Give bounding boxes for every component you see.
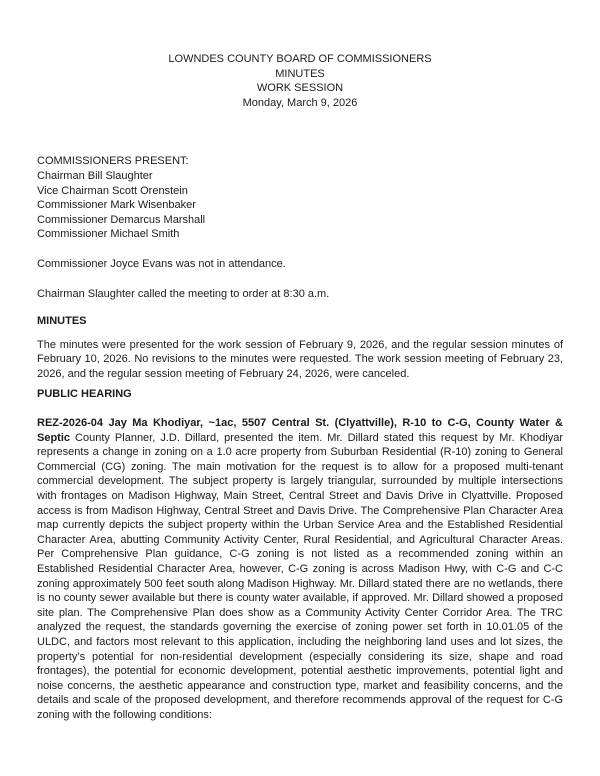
rez-2026-04-paragraph xyxy=(37,416,563,722)
call-to-order-note: Chairman Slaughter called the meeting to order at 8:30 a.m. xyxy=(37,287,330,300)
commissioner-name: Chairman Bill Slaughter xyxy=(37,169,153,182)
document-title-line-minutes: MINUTES xyxy=(275,67,325,80)
section-heading-minutes: MINUTES xyxy=(37,315,87,328)
commissioner-name: Vice Chairman Scott Orenstein xyxy=(37,184,188,197)
commissioners-present-list xyxy=(37,154,563,242)
document-title-block xyxy=(37,52,563,110)
rez-2026-04-case-body: County Planner, J.D. Dillard, presented the item. Mr. Dillard stated this request by Mr. Khodiyar represents a change in zoning on a 1.0 acre property from Suburban Residential (R-10) zoning to General Commercial (CG) zoning. The main motivation for the request is to allow for a proposed multi-tenant commercial development. The subject property is largely triangular, surrounded by multiple intersections with frontages on Madison Highway, Main Street, Central Street and Davis Drive in Clyattville. Proposed access is from Madison Highway, Central Street and Davis Drive. The Comprehensive Plan Character Area map currently depicts the subject property within the Urban Service Area and the Established Residential Character Area, abutting Community Activity Center, Rural Residential, and Agricultural Character Areas. Per Comprehensive Plan guidance, C-G zoning is not listed as a recommended zoning within an Established Residential Character Area, however, C-G zoning is across Madison Hwy, with C-G and C-C zoning approximately 500 feet south along Madison Highway. Mr. Dillard stated there are no wetlands, there is no county sewer available but there is county water available, if approved. Mr. Dillard showed a proposed site plan. The Comprehensive Plan does show as a Community Activity Center Corridor Area. The TRC analyzed the request, the standards governing the exercise of zoning power set forth in 10.01.05 of the ULDC, and factors most relevant to this application, including the neighboring land uses and lot sizes, the property’s potential for non-residential development (especially considering its size, shape and road frontages), the potential for economic development, potential aesthetic improvements, potential light and noise concerns, the aesthetic appearance and construction type, market and feasibility concerns, and the details and scale of the proposed development, and therefore recommends approval of the request for C-G zoning with the following conditions: xyxy=(37,431,563,721)
document-title-line-session: WORK SESSION xyxy=(256,82,344,95)
document-title-line-date: Monday, March 9, 2026 xyxy=(242,96,358,109)
commissioner-name: Commissioner Michael Smith xyxy=(37,228,180,241)
section-heading-public-hearing: PUBLIC HEARING xyxy=(37,387,132,400)
commissioner-name: Commissioner Mark Wisenbaker xyxy=(37,199,196,212)
commissioners-present-label: COMMISSIONERS PRESENT: xyxy=(37,155,189,168)
commissioner-name: Commissioner Demarcus Marshall xyxy=(37,213,206,226)
minutes-paragraph: The minutes were presented for the work session of February 9, 2026, and the regular session minutes of February 10, 2026. No revisions to the minutes were requested. The work session meeting of February 23, 2026, and the regular session meeting of February 24, 2026, were canceled. xyxy=(37,338,563,380)
absent-commissioner-note: Commissioner Joyce Evans was not in attendance. xyxy=(37,257,286,270)
document-title-line-org: LOWNDES COUNTY BOARD OF COMMISSIONERS xyxy=(168,53,432,65)
rez-2026-04-case-title: REZ-2026-04 Jay Ma Khodiyar, ~1ac, 5507 Central St. (Clyattville), R-10 to C-G, County Water & Septic xyxy=(37,417,563,444)
